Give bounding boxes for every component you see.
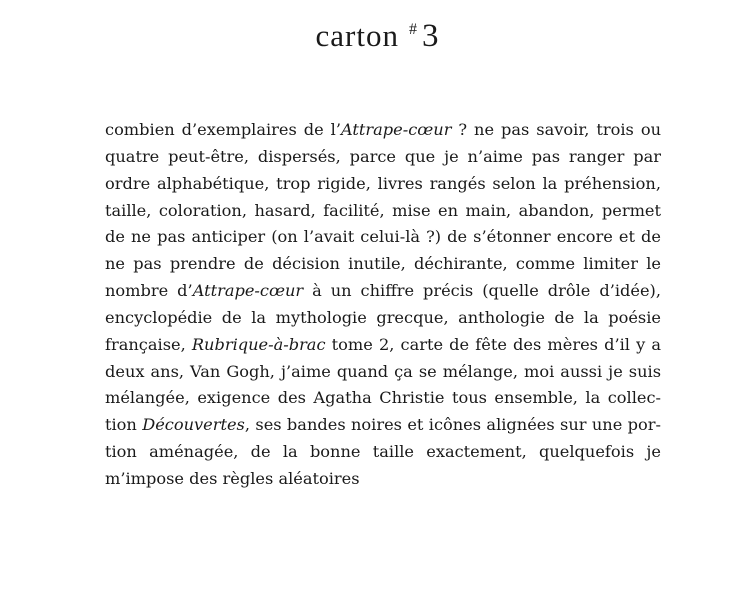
text-segment: combien d’exemplaires de l’	[105, 120, 341, 139]
text-line	[105, 278, 661, 305]
text-line	[105, 385, 661, 412]
text-line	[105, 305, 661, 332]
text-segment: ne pas prendre de décision inutile, déchirante, comme limiter le	[105, 254, 661, 274]
italic-title: Rubrique-à-brac	[191, 334, 326, 354]
text-line	[105, 412, 661, 439]
text-segment: à un chiffre précis (quelle drôle d’idée),	[303, 281, 661, 301]
text-line	[105, 198, 661, 225]
text-line	[105, 332, 661, 359]
text-segment: ordre alphabétique, trop rigide, livres rangés selon la préhension,	[105, 173, 661, 193]
text-segment: taille, coloration, hasard, facilité, mise en main, abandon, permet	[105, 200, 661, 220]
text-line	[105, 224, 661, 251]
body-paragraph	[105, 117, 661, 493]
text-segment: m’impose des règles aléatoires	[105, 468, 360, 488]
text-segment: tome 2, carte de fête des mères d’il y a	[325, 334, 661, 354]
text-segment: nombre d’	[105, 281, 193, 301]
chapter-heading	[0, 18, 755, 55]
text-line	[105, 144, 661, 171]
text-segment: deux ans, Van Gogh, j’aime quand ça se mélange, moi aussi je suis	[105, 361, 661, 381]
text-segment: encyclopédie de la mythologie grecque, anthologie de la poésie	[105, 307, 661, 327]
text-line	[105, 439, 661, 466]
text-segment: tion aménagée, de la bonne taille exactement, quelquefois je	[105, 442, 661, 462]
text-segment: tion	[105, 415, 143, 435]
text-segment: , ses bandes noires et icônes alignées sur une por-	[244, 415, 661, 435]
heading-number: 3	[421, 18, 440, 54]
text-line	[105, 251, 661, 278]
text-segment: française,	[105, 334, 192, 354]
italic-title: Découvertes	[142, 415, 245, 435]
text-line	[105, 466, 661, 493]
italic-title: Attrape-cœur	[192, 281, 304, 301]
text-segment: quatre peut-être, dispersés, parce que je n’aime pas ranger par	[105, 146, 661, 166]
text-line	[105, 117, 661, 144]
text-segment: ? ne pas savoir, trois ou	[451, 120, 661, 139]
italic-title: Attrape-cœur	[341, 120, 452, 139]
text-line	[105, 359, 661, 386]
text-line	[105, 171, 661, 198]
heading-word: carton	[315, 18, 399, 53]
heading-number-sign: #	[408, 21, 418, 38]
text-segment: de ne pas anticiper (on l’avait celui-là ?) de s’étonner encore et de	[105, 227, 661, 247]
text-segment: mélangée, exigence des Agatha Christie tous ensemble, la collec-	[105, 388, 661, 408]
